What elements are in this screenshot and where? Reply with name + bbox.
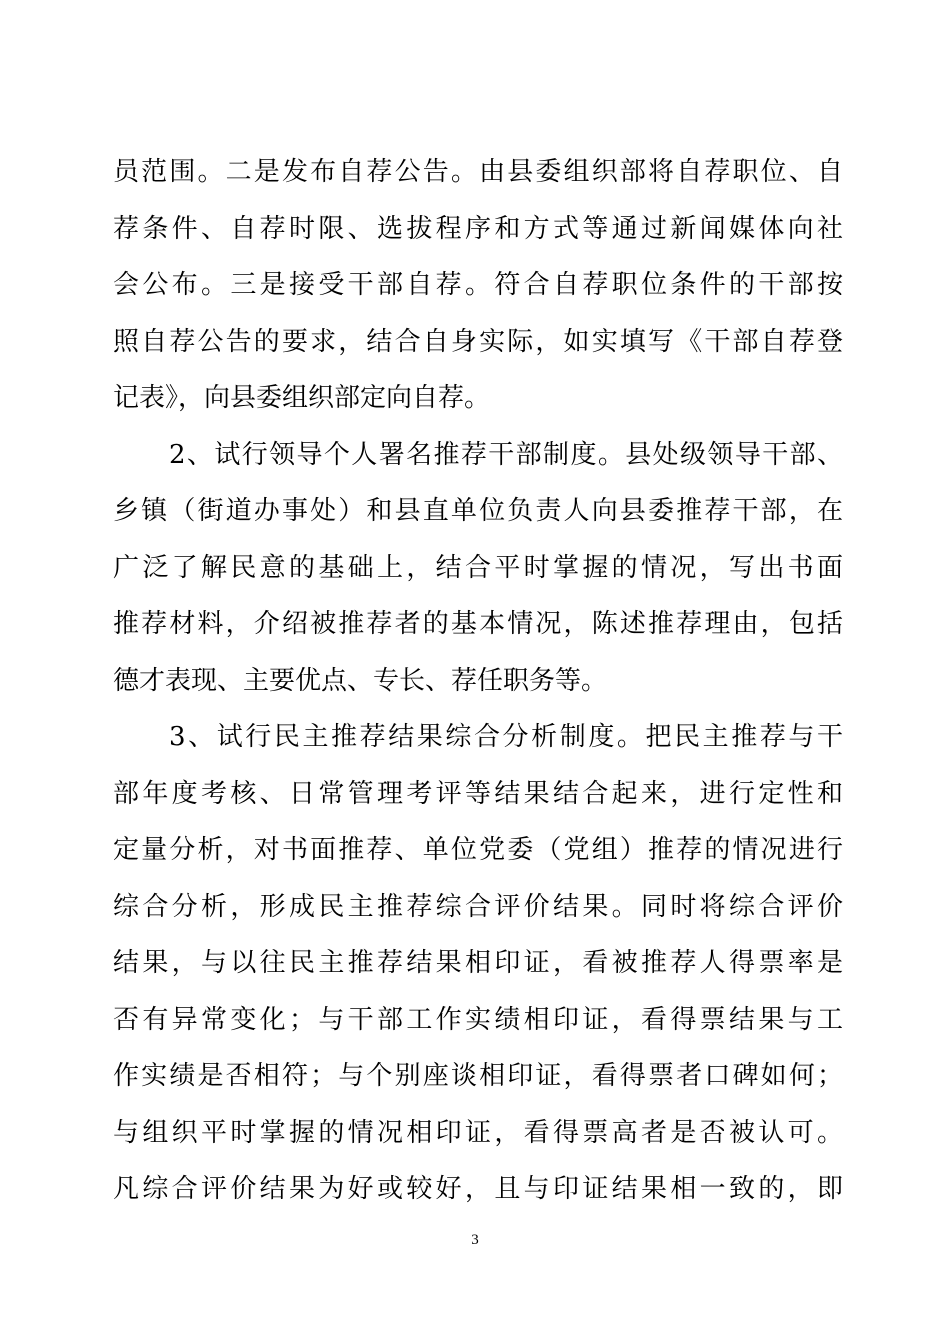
text-line: 广泛了解民意的基础上，结合平时掌握的情况，写出书面: [113, 552, 843, 583]
text-line: 会公布。三是接受干部自荐。符合自荐职位条件的干部按: [113, 270, 843, 300]
text-line: 与组织平时掌握的情况相印证，看得票高者是否被认可。: [113, 1117, 843, 1148]
text-line: 乡镇（街道办事处）和县直单位负责人向县委推荐干部，在: [113, 496, 843, 526]
text-line: 德才表现、主要优点、专长、荐任职务等。: [113, 665, 608, 696]
text-line: 凡综合评价结果为好或较好，且与印证结果相一致的，即: [113, 1174, 843, 1204]
text-line: 推荐材料，介绍被推荐者的基本情况，陈述推荐理由，包括: [113, 609, 843, 639]
page-number: 3: [471, 1232, 479, 1248]
text-line: 荐条件、自荐时限、选拔程序和方式等通过新闻媒体向社: [113, 213, 843, 244]
text-line: 作实绩是否相符；与个别座谈相印证，看得票者口碑如何；: [113, 1061, 843, 1091]
text-line: 结果，与以往民主推荐结果相印证，看被推荐人得票率是: [113, 948, 843, 978]
text-line: 记表》，向县委组织部定向自荐。: [113, 383, 491, 413]
text-line: 员范围。二是发布自荐公告。由县委组织部将自荐职位、自: [113, 157, 843, 187]
body-text: [113, 144, 843, 1218]
text-line: 否有异常变化；与干部工作实绩相印证，看得票结果与工: [113, 1004, 843, 1035]
text-line: 综合分析，形成民主推荐综合评价结果。同时将综合评价: [113, 891, 843, 922]
paragraph-start-line: 3、试行民主推荐结果综合分析制度。把民主推荐与干: [169, 722, 843, 752]
text-line: 部年度考核、日常管理考评等结果结合起来，进行定性和: [113, 778, 843, 809]
text-line: 照自荐公告的要求，结合自身实际，如实填写《干部自荐登: [113, 326, 843, 357]
text-line: 定量分析，对书面推荐、单位党委（党组）推荐的情况进行: [113, 835, 843, 865]
paragraph-start-line: 2、试行领导个人署名推荐干部制度。县处级领导干部、: [169, 439, 843, 470]
